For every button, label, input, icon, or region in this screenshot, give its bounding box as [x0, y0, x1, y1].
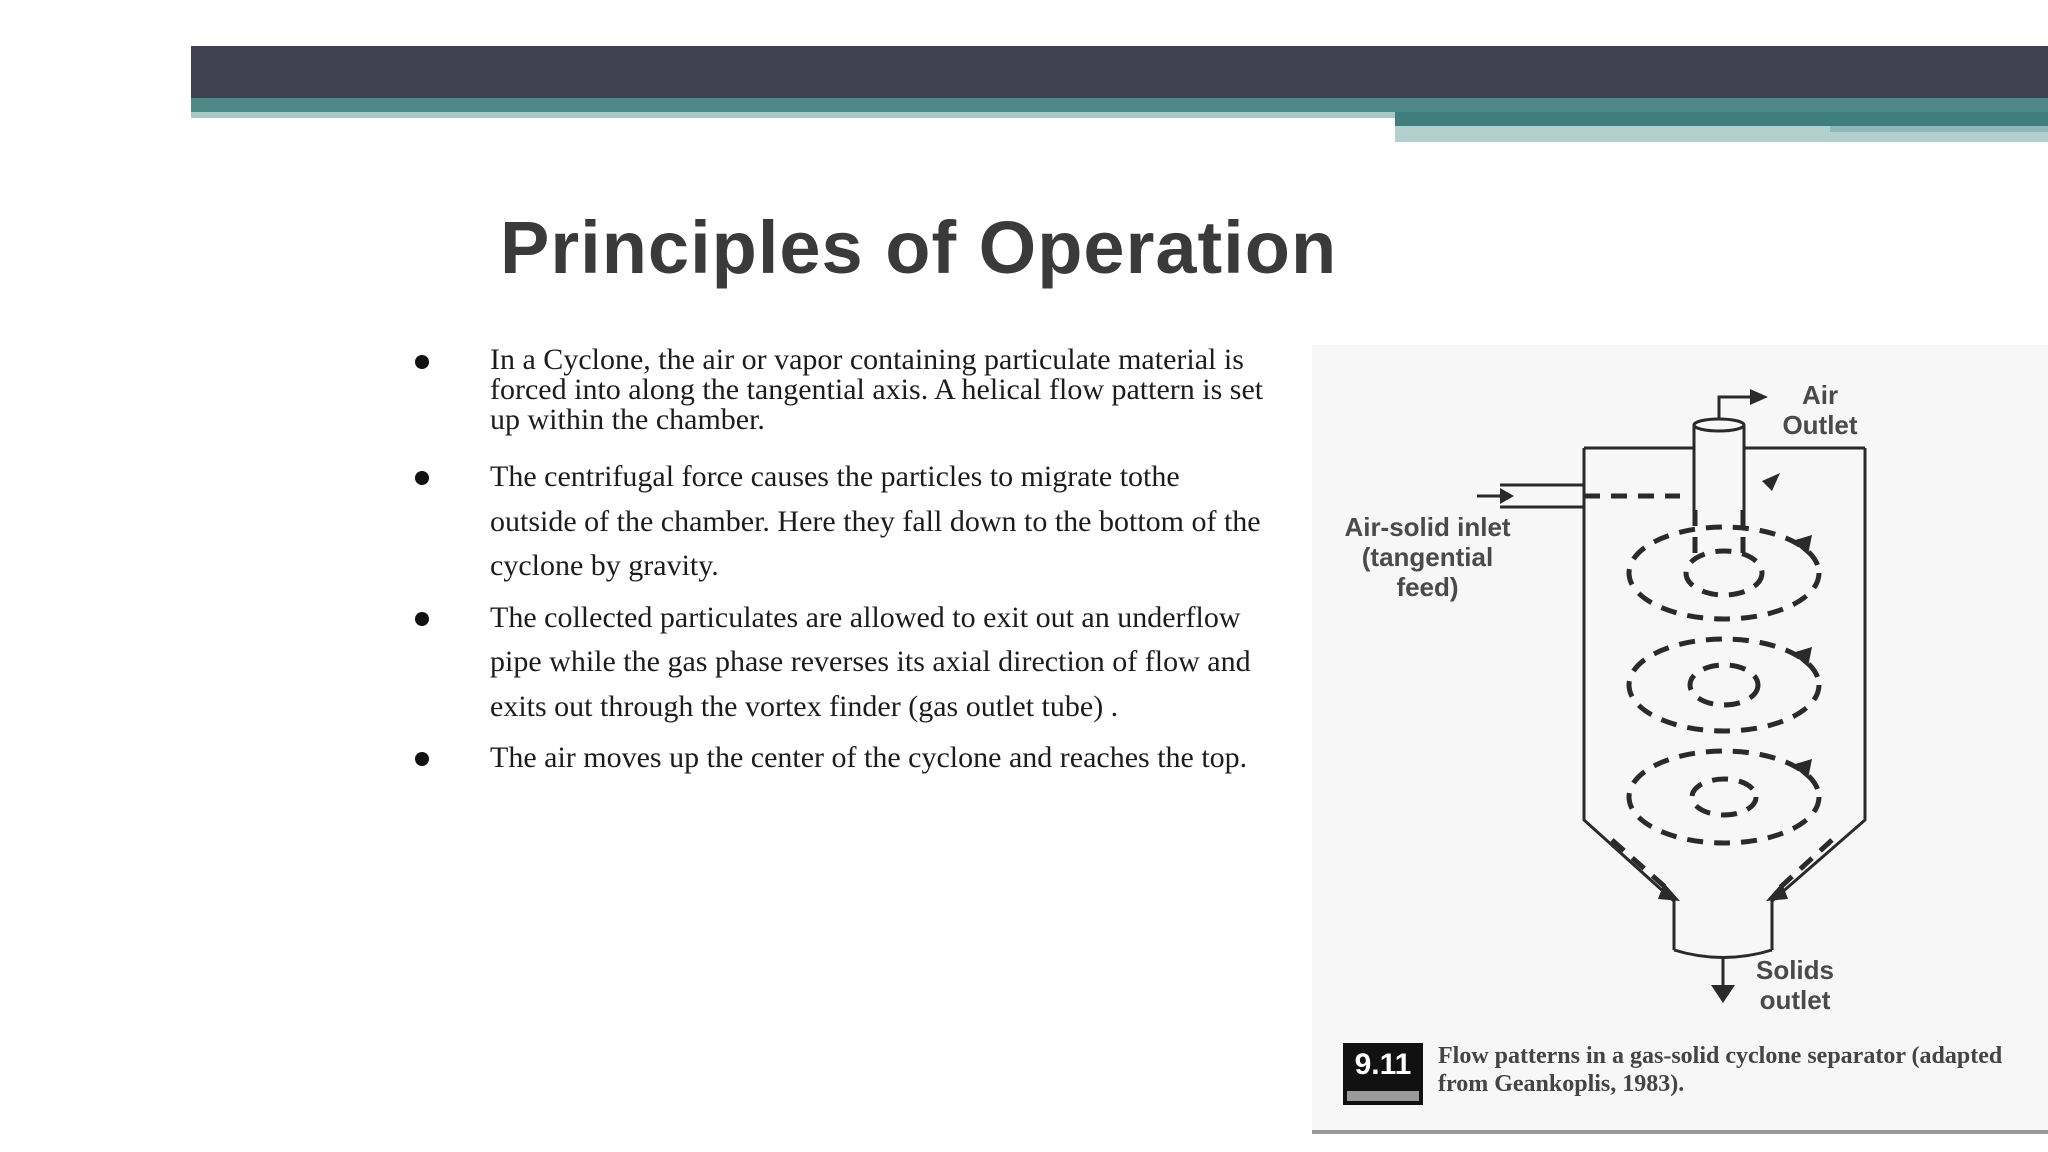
- helical-flow-loop-inner-3: [1692, 779, 1756, 815]
- header-band-accent: [1830, 126, 2048, 132]
- bullet-item: [410, 455, 1270, 589]
- bullet-text: The air moves up the center of the cyclone and reaches the top.: [490, 741, 1248, 774]
- air-outlet-label: Air Outlet: [1782, 380, 1858, 440]
- slide-title: Principles of Operation: [500, 206, 1338, 289]
- vortex-finder-tube: [1694, 425, 1744, 510]
- bullet-text: The collected particulates are allowed to exit out an underflow pipe while the gas phase reverses its axial direction of flow and exits out through the vortex finder (gas outlet tube) .: [490, 600, 1251, 723]
- figure-number-badge: [1343, 1043, 1423, 1105]
- figure-number: 9.11: [1354, 1048, 1412, 1081]
- bullet-item: [410, 345, 1270, 435]
- bullet-text: The centrifugal force causes the particles to migrate tothe outside of the chamber. Here they fall down to the bottom of the cyclone by gravity.: [490, 460, 1261, 582]
- inner-flow-arrow-icon: [1762, 473, 1780, 491]
- bullet-dot-icon: [415, 355, 429, 369]
- bullet-item: [410, 596, 1270, 730]
- vortex-finder-top: [1694, 419, 1744, 431]
- helical-flow-loop-inner-2: [1690, 665, 1758, 705]
- helical-flow-loop-outer-1: [1629, 527, 1819, 619]
- solids-outlet-arrow-icon: [1711, 985, 1735, 1003]
- figure-bottom-rule: [1312, 1130, 2048, 1134]
- figure-badge-strip: [1347, 1091, 1419, 1101]
- inlet-arrow-icon: [1500, 488, 1514, 504]
- header-band-teal-light: [191, 112, 1395, 118]
- bullet-dot-icon: [415, 752, 429, 766]
- solids-outlet-label: Solids outlet: [1755, 955, 1834, 1015]
- header-band-dark: [191, 46, 2048, 98]
- air-outlet-line: [1719, 397, 1750, 419]
- header-band-teal: [191, 98, 2048, 112]
- bullet-dot-icon: [415, 471, 429, 485]
- bullet-list: [410, 345, 1270, 788]
- air-solid-inlet-label: Air-solid inlet (tangential feed): [1344, 512, 1511, 602]
- figure-caption: Flow patterns in a gas-solid cyclone separator (adapted from Geankoplis, 1983).: [1438, 1043, 2003, 1097]
- bullet-item: [410, 736, 1270, 781]
- cyclone-body-outline: [1584, 448, 1865, 950]
- cyclone-diagram: [1312, 345, 2048, 1045]
- helical-flow-loop-outer-3: [1629, 751, 1819, 843]
- header-band-teal-step: [1395, 112, 2048, 126]
- bullet-text: In a Cyclone, the air or vapor containing particulate material is forced into along the tangential axis. A helical flow pattern is set up within the chamber.: [490, 343, 1264, 436]
- bullet-dot-icon: [415, 612, 429, 626]
- helical-flow-loop-outer-2: [1629, 639, 1819, 731]
- downflow-dashed-left: [1612, 840, 1672, 893]
- helical-flow-loop-inner-1: [1686, 551, 1762, 595]
- arrowheads: [1500, 389, 1780, 1003]
